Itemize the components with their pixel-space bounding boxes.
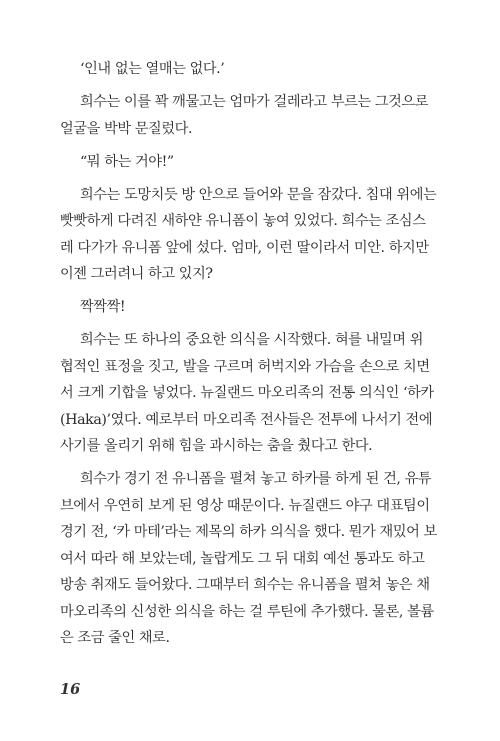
text-line: 희수가 경기 전 유니폼을 펼쳐 놓고 하카를 하게 된 건, 유튜 bbox=[80, 471, 432, 487]
text-line: “뭐 하는 거야!” bbox=[80, 153, 174, 170]
text-line: 마오리족의 신성한 의식을 하는 걸 루틴에 추가했다. 물론, 볼륨 bbox=[60, 603, 434, 620]
paragraph bbox=[60, 294, 446, 321]
text-line: 서 크게 기합을 넣었다. 뉴질랜드 마오리족의 전통 의식인 ‘하카 bbox=[60, 385, 434, 401]
paragraph bbox=[60, 182, 446, 288]
text-line: ‘인내 없는 열매는 없다.’ bbox=[80, 61, 225, 77]
text-line: (Haka)’였다. 예로부터 마오리족 전사들은 전투에 나서기 전에 bbox=[60, 411, 433, 428]
text-line: 사기를 올리기 위해 힘을 과시하는 춤을 췄다고 한다. bbox=[60, 438, 373, 454]
text-line: 이젠 그러려니 하고 있지? bbox=[60, 266, 213, 282]
text-line: 레 다가가 유니폼 앞에 섰다. 엄마, 이런 딸이라서 미안. 하지만 bbox=[60, 239, 429, 256]
text-line: 은 조금 줄인 채로. bbox=[60, 630, 170, 646]
text-line: 짝짝짝! bbox=[80, 299, 126, 315]
text-line: 경기 전, ‘카 마테’라는 제목의 하카 의식을 했다. 뭔가 재밌어 보 bbox=[60, 524, 437, 540]
paragraph bbox=[60, 56, 446, 83]
text-line: 희수는 도망치듯 방 안으로 들어와 문을 잠갔다. 침대 위에는 bbox=[80, 186, 437, 203]
paragraph bbox=[60, 466, 446, 652]
paragraph bbox=[60, 327, 446, 460]
text-line: 여서 따라 해 보았는데, 놀랍게도 그 뒤 대회 예선 통과도 하고 bbox=[60, 550, 425, 567]
text-line: 브에서 우연히 보게 된 영상 때문이다. 뉴질랜드 야구 대표팀이 bbox=[60, 497, 430, 514]
text-line: 희수는 또 하나의 중요한 의식을 시작했다. 혀를 내밀며 위 bbox=[80, 332, 424, 348]
paragraph bbox=[60, 149, 446, 176]
text-line: 협적인 표정을 짓고, 발을 구르며 허벅지와 가슴을 손으로 치면 bbox=[60, 358, 430, 375]
page-number: 16 bbox=[60, 681, 81, 698]
paragraph bbox=[60, 89, 446, 142]
text-line: 빳빳하게 다려진 새하얀 유니폼이 놓여 있었다. 희수는 조심스 bbox=[60, 213, 426, 229]
text-line: 희수는 이를 꽉 깨물고는 엄마가 걸레라고 부르는 그것으로 bbox=[80, 94, 429, 110]
text-line: 얼굴을 박박 문질렀다. bbox=[60, 120, 193, 137]
body-text bbox=[60, 56, 446, 652]
text-line: 방송 취재도 들어왔다. 그때부터 희수는 유니폼을 펼쳐 놓은 채 bbox=[60, 577, 430, 593]
